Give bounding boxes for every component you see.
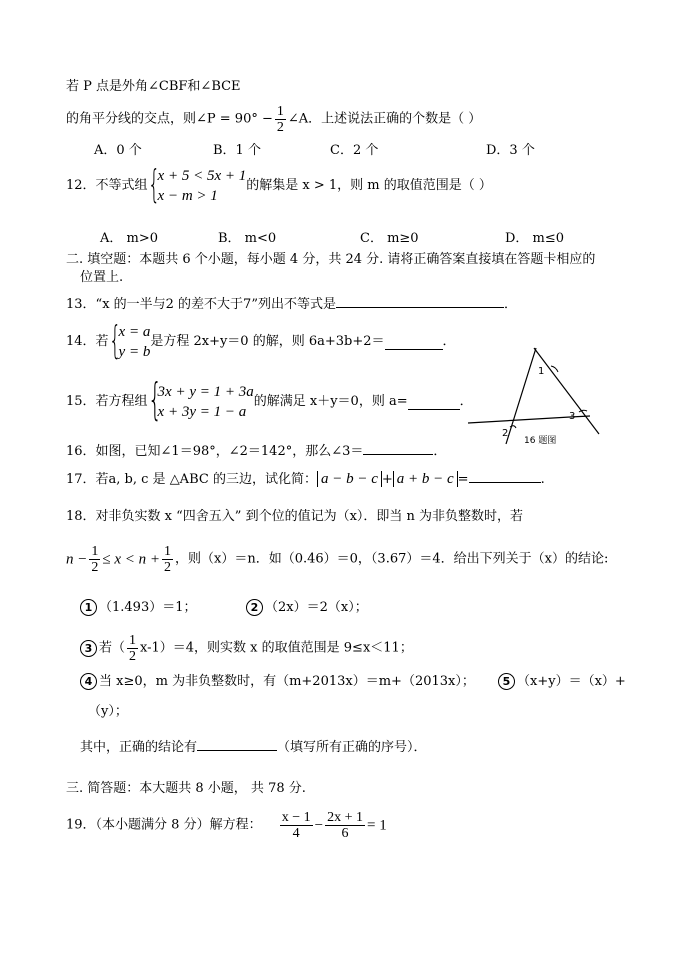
q16-line: 16．如图，已知∠1＝98°，∠2＝142°，那么∠3＝ ． [66, 440, 446, 461]
q18-answer-line: 其中，正确的结论有 （填写所有正确的序号）． [80, 736, 427, 757]
fraction-half: $\frac{1}{2}$ [276, 104, 284, 135]
q13-answer-blank[interactable] [336, 293, 504, 308]
section3-heading: 三. 简答题：本大题共 8 小题， 共 78 分. [66, 781, 306, 796]
q12-option-a: A． m>0 [100, 231, 159, 246]
q13-line: 13．“x 的一半与2 的差不大于7”列出不等式是 ． [66, 293, 517, 314]
q11-option-d: D．3 个 [486, 143, 535, 158]
section2-heading-cont: 位置上. [80, 270, 124, 285]
q17-line: 17．若a, b, c 是 △ABC 的三边，试化简： a − b − c + a + b − c = . [66, 468, 545, 489]
figure-line-left [506, 348, 536, 444]
q11-line2: 的角平分线的交点，则∠P = 90° − $\frac{1}{2}$ ∠A．上述说法正确的个数是（ ） [66, 104, 482, 135]
q15-line: 15．若方程组 { 3x + y = 1 + 3a x + 3y = 1 − a 的解满足 x＋y＝0，则 a= ． [66, 374, 473, 425]
q15-answer-blank[interactable] [408, 395, 460, 410]
figure-line-base [468, 417, 570, 423]
figure-label-3: 3 [569, 411, 576, 422]
q18-answer-blank[interactable] [197, 736, 277, 751]
q17-abs1: a − b − c [317, 471, 382, 487]
q12-system: { x + 5 < 5x + 1 x − m > 1 [147, 162, 247, 206]
figure-label-2: 2 [502, 428, 509, 439]
q11-option-b: B．1 个 [213, 143, 261, 158]
q16-figure [466, 340, 606, 446]
q14-answer-blank[interactable] [385, 335, 443, 350]
q18-conclusion-3: 3 若（ $\frac{1}{2}$ x-1）＝4，则实数 x 的取值范围是 9≤x＜11； [80, 633, 413, 667]
q18-line2: n − $\frac{1}{2}$ ≤ x < n + $\frac{1}{2}$ ，则（x）＝n．如（0.46）＝0，（3.67）＝4．给出下列关于（x）的结论: [66, 544, 609, 575]
q11-option-c: C．2 个 [330, 143, 379, 158]
q18-conclusion-5: 5 （x+y）＝（x）+ [498, 673, 626, 691]
q16-answer-blank[interactable] [363, 440, 433, 455]
q18-conclusion-2: 2 （2x）＝2（x）； [246, 599, 368, 617]
section2-heading: 二. 填空题：本题共 6 个小题，每小题 4 分，共 24 分. 请将正确答案直接填在答题卡相应的 [66, 252, 596, 267]
q12-option-b: B． m<0 [218, 231, 277, 246]
q14-line: 14．若 { x = a y = b 是方程 2x+y＝0 的解，则 6a+3b+2＝ ． [66, 318, 456, 362]
figure-line-right [534, 348, 599, 434]
q12-option-d: D． m≤0 [505, 231, 565, 246]
q17-answer-blank[interactable] [469, 468, 541, 483]
q12-option-c: C． m≥0 [360, 231, 419, 246]
angle-3-arc [579, 410, 587, 412]
figure-caption: 16 题图 [524, 436, 557, 446]
q19-line: 19．（本小题满分 8 分）解方程： $\frac{x - 1}{4}$ − $\frac{2x + 1}{6}$ = 1 [66, 810, 387, 841]
figure-label-1: 1 [538, 366, 545, 377]
q17-abs2: a + b − c [393, 471, 458, 487]
q15-system: { 3x + y = 1 + 3a x + 3y = 1 − a [147, 374, 254, 425]
q11-line1: 若 P 点是外角∠CBF和∠BCE [66, 79, 241, 94]
q14-system: { x = a y = b [108, 318, 151, 362]
q11-option-a: A．0 个 [94, 143, 142, 158]
q12-line: 12．不等式组 { x + 5 < 5x + 1 x − m > 1 的解集是 x > 1，则 m 的取值范围是（ ） [66, 162, 492, 206]
q18-conclusion-5-cont: （y）； [88, 704, 128, 719]
q18-line1: 18．对非负实数 x “四舍五入” 到个位的值记为（x）．即当 n 为非负整数时，若 [66, 509, 524, 524]
q18-conclusion-1: 1 （1.493）＝1； [80, 599, 197, 617]
q18-conclusion-4: 4 当 x≥0，m 为非负整数时，有（m+2013x）＝m+（2013x）； [80, 673, 475, 691]
